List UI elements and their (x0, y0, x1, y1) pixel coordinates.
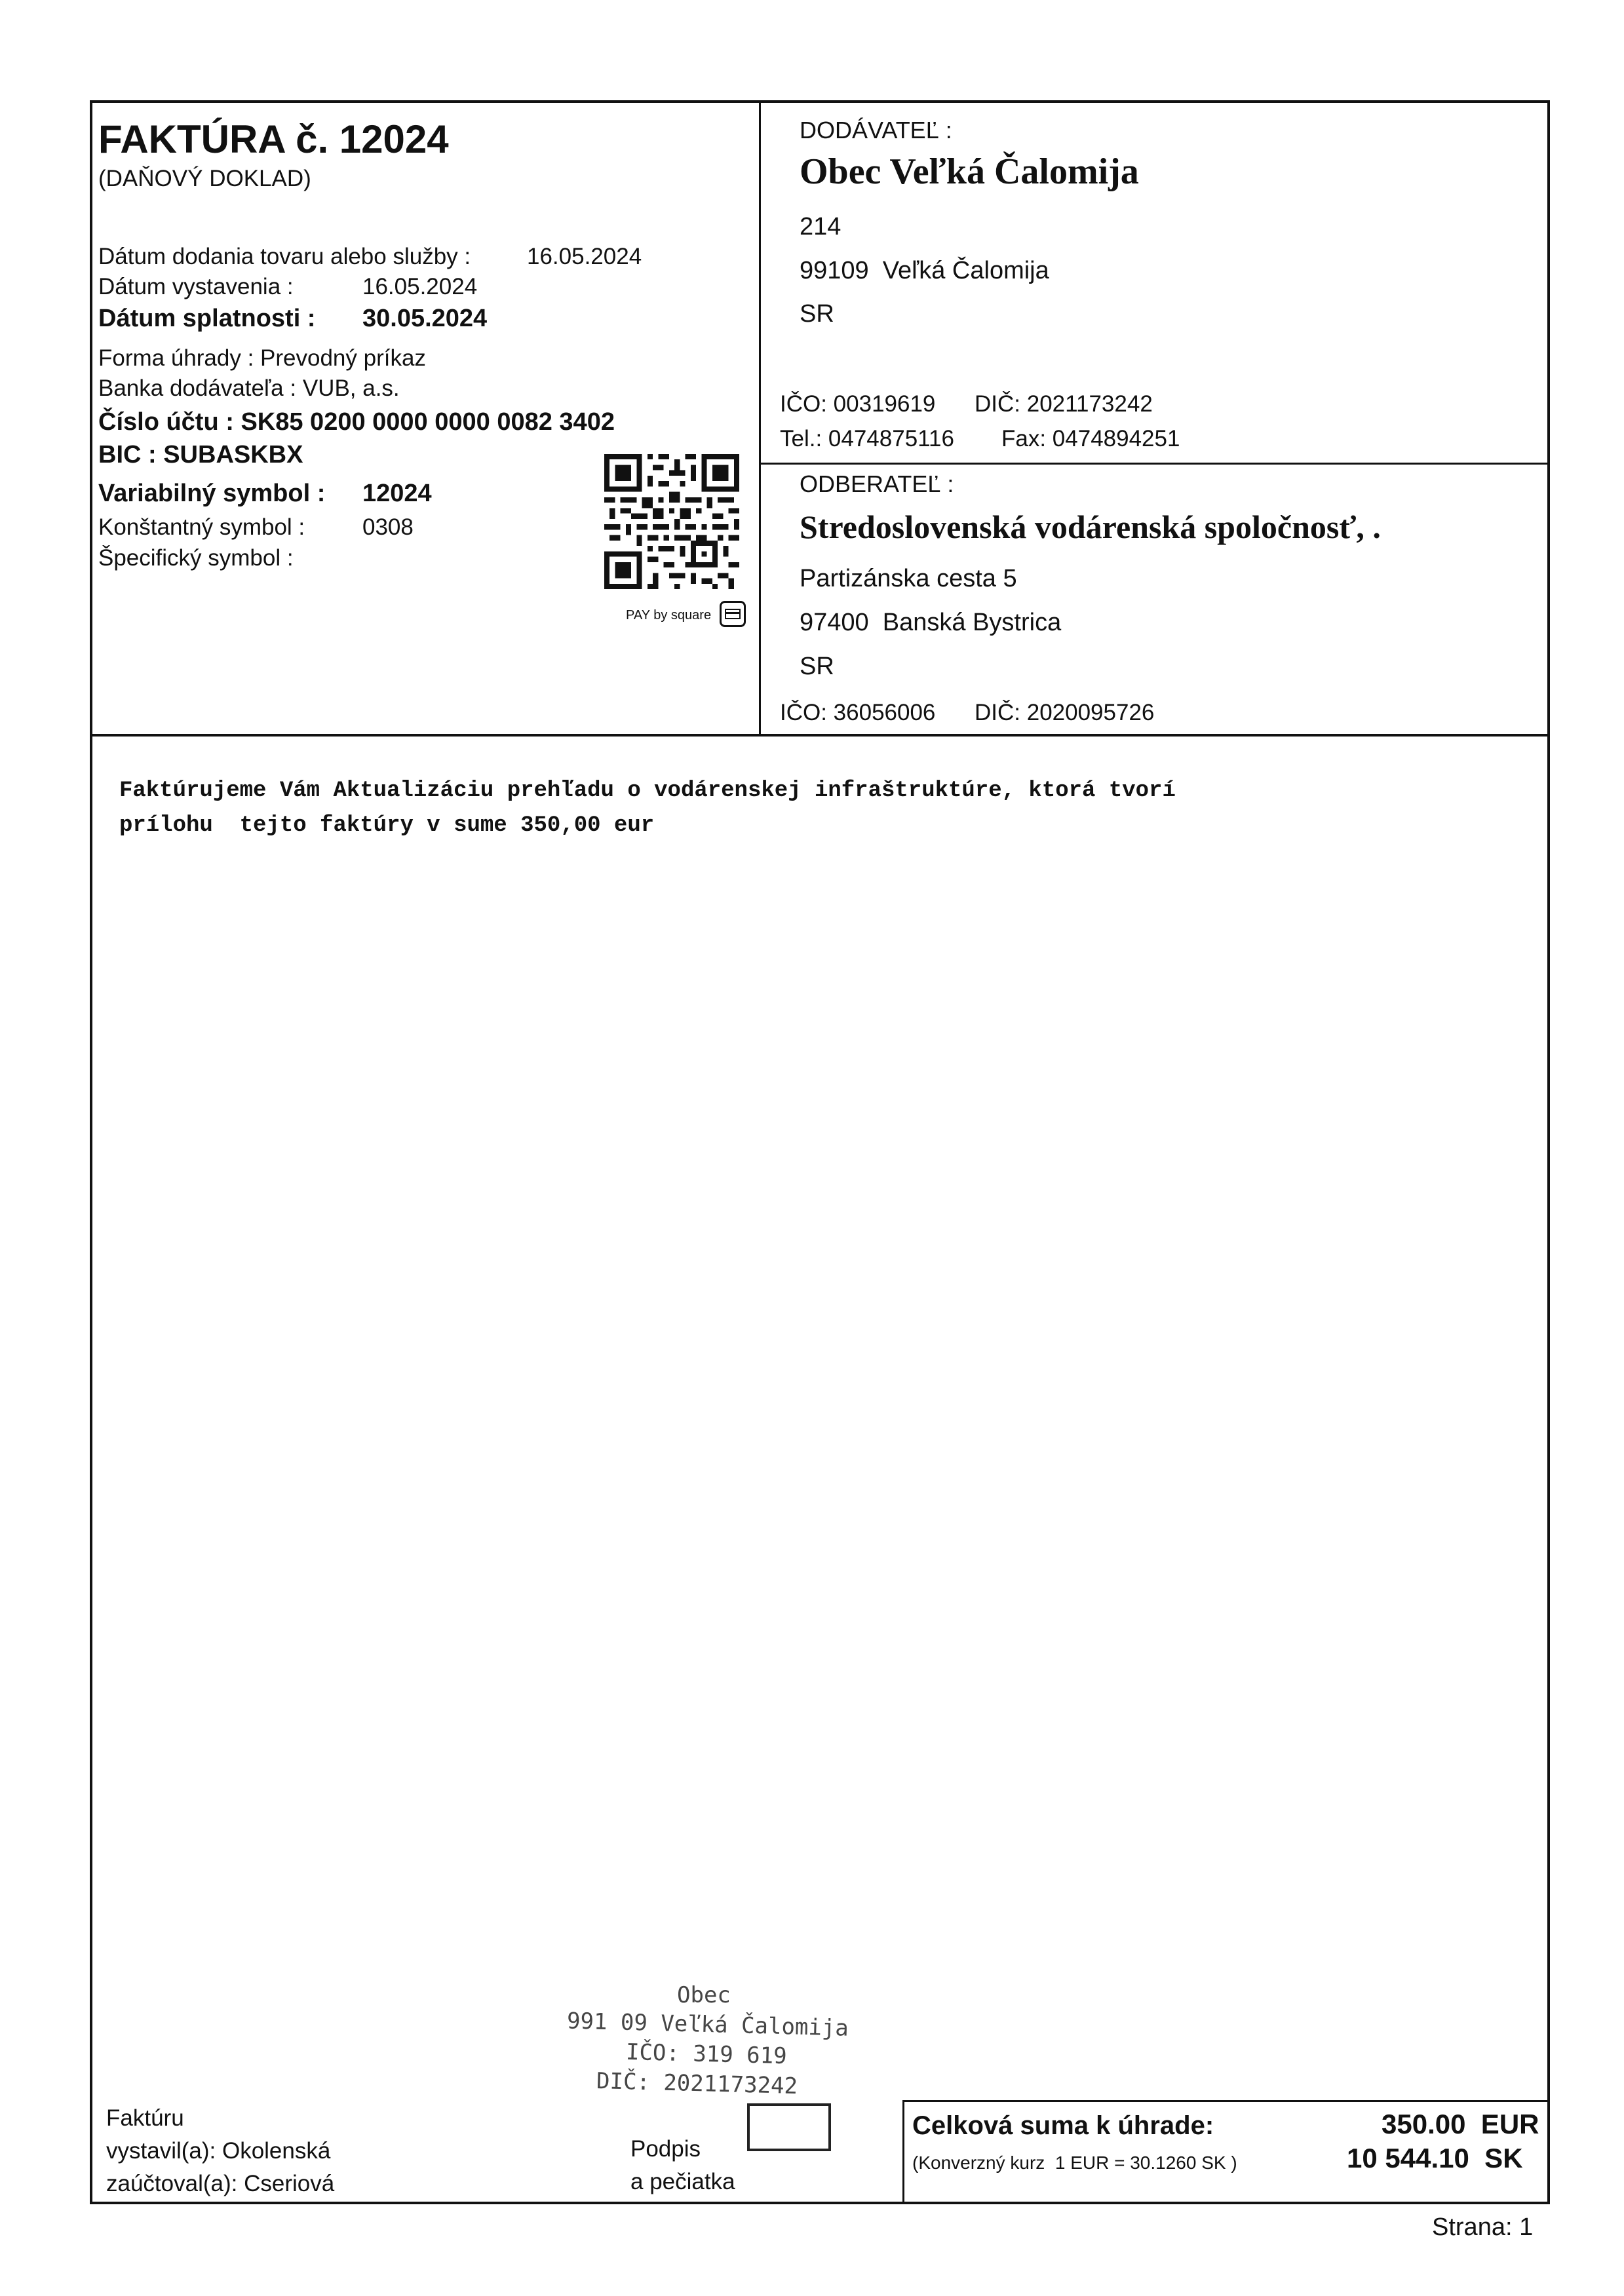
variable-symbol: 12024 (362, 480, 432, 507)
invoice-title: FAKTÚRA č. 12024 (98, 117, 449, 161)
issue-date: 16.05.2024 (362, 274, 478, 299)
customer-dic: DIČ: 2020095726 (975, 700, 1155, 725)
customer-address1: Partizánska cesta 5 (800, 565, 1017, 592)
page-number: Strana: 1 (1432, 2213, 1534, 2241)
specific-symbol-label: Špecifický symbol : (98, 545, 294, 571)
body-line-1: Faktúrujeme Vám Aktualizáciu prehľadu o vodárenskej infraštruktúre, ktorá tvorí (119, 778, 1176, 803)
customer-heading: ODBERATEĽ : (800, 470, 954, 497)
payment-form: Forma úhrady : Prevodný príkaz (98, 345, 426, 371)
header-divider-vertical (759, 100, 761, 736)
frame-bottom (90, 2202, 1550, 2204)
bic: BIC : SUBASKBX (98, 441, 303, 469)
customer-country: SR (800, 653, 834, 680)
supplier-address1: 214 (800, 213, 841, 240)
signature-label-2: a pečiatka (630, 2169, 735, 2194)
header-bottom-line (90, 734, 1550, 737)
supplier-fax: Fax: 0474894251 (1001, 426, 1180, 451)
account-number: Číslo účtu : SK85 0200 0000 0000 0082 3402 (98, 408, 615, 436)
delivery-date: 16.05.2024 (527, 244, 642, 269)
total-label: Celková suma k úhrade: (912, 2111, 1214, 2140)
constant-symbol-label: Konštantný symbol : (98, 514, 305, 540)
body-line-2: prílohu tejto faktúry v sume 350,00 eur (119, 813, 655, 838)
bank: Banka dodávateľa : VUB, a.s. (98, 375, 400, 401)
customer-name: Stredoslovenská vodárenská spoločnosť, . (800, 508, 1381, 545)
total-box-left (902, 2100, 904, 2202)
customer-address2: 97400 Banská Bystrica (800, 609, 1062, 636)
total-eur: 350.00 EUR (1382, 2109, 1539, 2139)
conversion-rate: (Konverzný kurz 1 EUR = 30.1260 SK ) (912, 2152, 1237, 2173)
stamp-box (747, 2103, 831, 2151)
issue-date-label: Dátum vystavenia : (98, 274, 294, 299)
customer-ico: IČO: 36056006 (780, 700, 936, 725)
booked-by: zaúčtoval(a): Cseriová (106, 2171, 335, 2196)
due-date-label: Dátum splatnosti : (98, 305, 316, 332)
constant-symbol: 0308 (362, 514, 414, 540)
frame-right (1547, 100, 1550, 2204)
stamp-line-1: Obec (677, 1982, 731, 2008)
qr-code (604, 454, 739, 589)
stamp-line-4: DIČ: 2021173242 (596, 2067, 798, 2100)
issued-by: vystavil(a): Okolenská (106, 2138, 331, 2164)
pay-by-square-icon (720, 601, 746, 627)
supplier-heading: DODÁVATEĽ : (800, 117, 952, 144)
supplier-country: SR (800, 300, 834, 328)
variable-symbol-label: Variabilný symbol : (98, 480, 326, 507)
due-date: 30.05.2024 (362, 305, 488, 332)
signature-label-1: Podpis (630, 2136, 701, 2162)
supplier-dic: DIČ: 2021173242 (975, 391, 1153, 417)
supplier-name: Obec Veľká Čalomija (800, 151, 1139, 192)
supplier-address2: 99109 Veľká Čalomija (800, 257, 1049, 284)
issued-title: Faktúru (106, 2105, 184, 2131)
supplier-tel: Tel.: 0474875116 (780, 426, 954, 451)
frame-left (90, 100, 92, 2204)
delivery-date-label: Dátum dodania tovaru alebo služby : (98, 244, 471, 269)
stamp-line-3: IČO: 319 619 (625, 2038, 788, 2070)
total-sk: 10 544.10 SK (1347, 2143, 1523, 2173)
total-box-top (902, 2100, 1549, 2102)
invoice-subtitle: (DAŇOVÝ DOKLAD) (98, 166, 311, 191)
pay-by-square-label: PAY by square (626, 608, 712, 622)
frame-top (90, 100, 1550, 103)
stamp-line-2: 991 09 Veľká Čalomija (566, 2008, 849, 2042)
supplier-customer-divider (759, 463, 1549, 465)
supplier-ico: IČO: 00319619 (780, 391, 936, 417)
